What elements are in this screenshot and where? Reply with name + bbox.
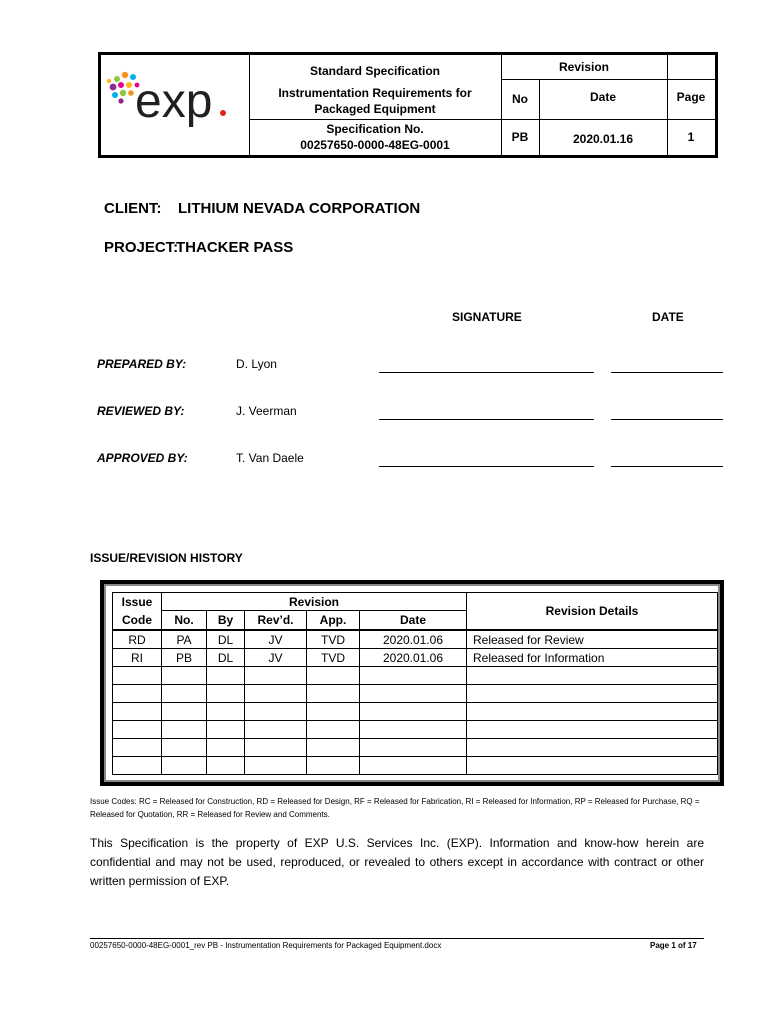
page-no: 1 (687, 130, 695, 144)
spec-subtitle: Instrumentation Requirements for Packaged Equipment (278, 86, 472, 116)
approval-role: PREPARED BY: (97, 357, 187, 371)
h-revd: Rev’d. (245, 611, 307, 630)
h-revision: Revision (162, 593, 467, 611)
approval-name: T. Van Daele (236, 451, 304, 465)
footer-divider (90, 938, 704, 939)
revision-history-table (100, 580, 724, 786)
table-row-empty (113, 739, 718, 757)
signature-header: SIGNATURE (452, 310, 522, 324)
cell-by: DL (207, 649, 245, 667)
approval-name: D. Lyon (236, 357, 277, 371)
table-row-empty (113, 703, 718, 721)
table-row-empty (113, 757, 718, 775)
cell-code: RD (113, 630, 162, 649)
footer-page-number: Page 1 of 17 (650, 941, 697, 950)
h-by: By (207, 611, 245, 630)
date-line (611, 372, 723, 373)
client-name: LITHIUM NEVADA CORPORATION (178, 200, 421, 217)
rev-date: 2020.01.16 (572, 132, 634, 146)
table-row-empty (113, 667, 718, 685)
client-label: CLIENT: (104, 200, 162, 217)
project-name: THACKER PASS (176, 239, 294, 256)
table-row (113, 630, 718, 649)
approval-role: APPROVED BY: (97, 451, 188, 465)
col-date: Date (589, 90, 616, 104)
h-no: No. (162, 611, 207, 630)
cell-revd: JV (245, 630, 307, 649)
cell-details: Released for Review (467, 630, 718, 649)
issue-codes-text: RC = Released for Construction, RD = Released for Design, RF = Released for Fabrication, RI = Released for Information, RP = Released for Purchase, RQ = Released for Quotation, RR = Released for Review and Comments. (90, 797, 700, 819)
table-row-empty (113, 721, 718, 739)
cell-date: 2020.01.06 (360, 630, 467, 649)
svg-text:exp: exp (135, 75, 213, 128)
h-issue-code: Issue Code (113, 593, 162, 631)
spec-title: Standard Specification (309, 64, 441, 78)
revision-box (501, 55, 715, 155)
cell-app: TVD (307, 630, 360, 649)
document-header (98, 52, 718, 158)
signature-line (379, 466, 594, 467)
cell-details: Released for Information (467, 649, 718, 667)
date-line (611, 466, 723, 467)
date-header: DATE (652, 310, 684, 324)
footer-filename: 00257650-0000-48EG-0001_rev PB - Instrumentation Requirements for Packaged Equipment.docx (90, 941, 442, 950)
spec-no-label: Specification No. (326, 122, 424, 136)
table-row (113, 649, 718, 667)
approval-role: REVIEWED BY: (97, 404, 185, 418)
col-no: No (512, 92, 528, 106)
col-page: Page (676, 90, 706, 104)
h-date: Date (360, 611, 467, 630)
history-title: ISSUE/REVISION HISTORY (90, 551, 243, 565)
signature-line (379, 419, 594, 420)
issue-codes-note (90, 795, 710, 821)
spec-no: 00257650-0000-48EG-0001 (300, 138, 450, 152)
table-row-empty (113, 685, 718, 703)
cell-date: 2020.01.06 (360, 649, 467, 667)
cell-by: DL (207, 630, 245, 649)
cell-no: PA (162, 630, 207, 649)
revision-label: Revision (558, 60, 609, 74)
cell-app: TVD (307, 649, 360, 667)
spec-info (249, 55, 502, 155)
company-logo (101, 55, 250, 155)
cell-no: PB (162, 649, 207, 667)
approval-name: J. Veerman (236, 404, 297, 418)
project-label: PROJECT: (104, 239, 179, 256)
rev-no: PB (511, 130, 529, 144)
date-line (611, 419, 723, 420)
cell-code: RI (113, 649, 162, 667)
cell-revd: JV (245, 649, 307, 667)
h-details: Revision Details (467, 593, 718, 631)
signature-line (379, 372, 594, 373)
exp-logo-icon (101, 55, 249, 155)
issue-codes-label: Issue Codes: (90, 797, 137, 806)
h-app: App. (307, 611, 360, 630)
property-statement: This Specification is the property of EXP U.S. Services Inc. (EXP). Information and know-how herein are confidential and may not be used, reproduced, or revealed to others except in accordance with contract or other written permission of EXP. (90, 836, 704, 888)
